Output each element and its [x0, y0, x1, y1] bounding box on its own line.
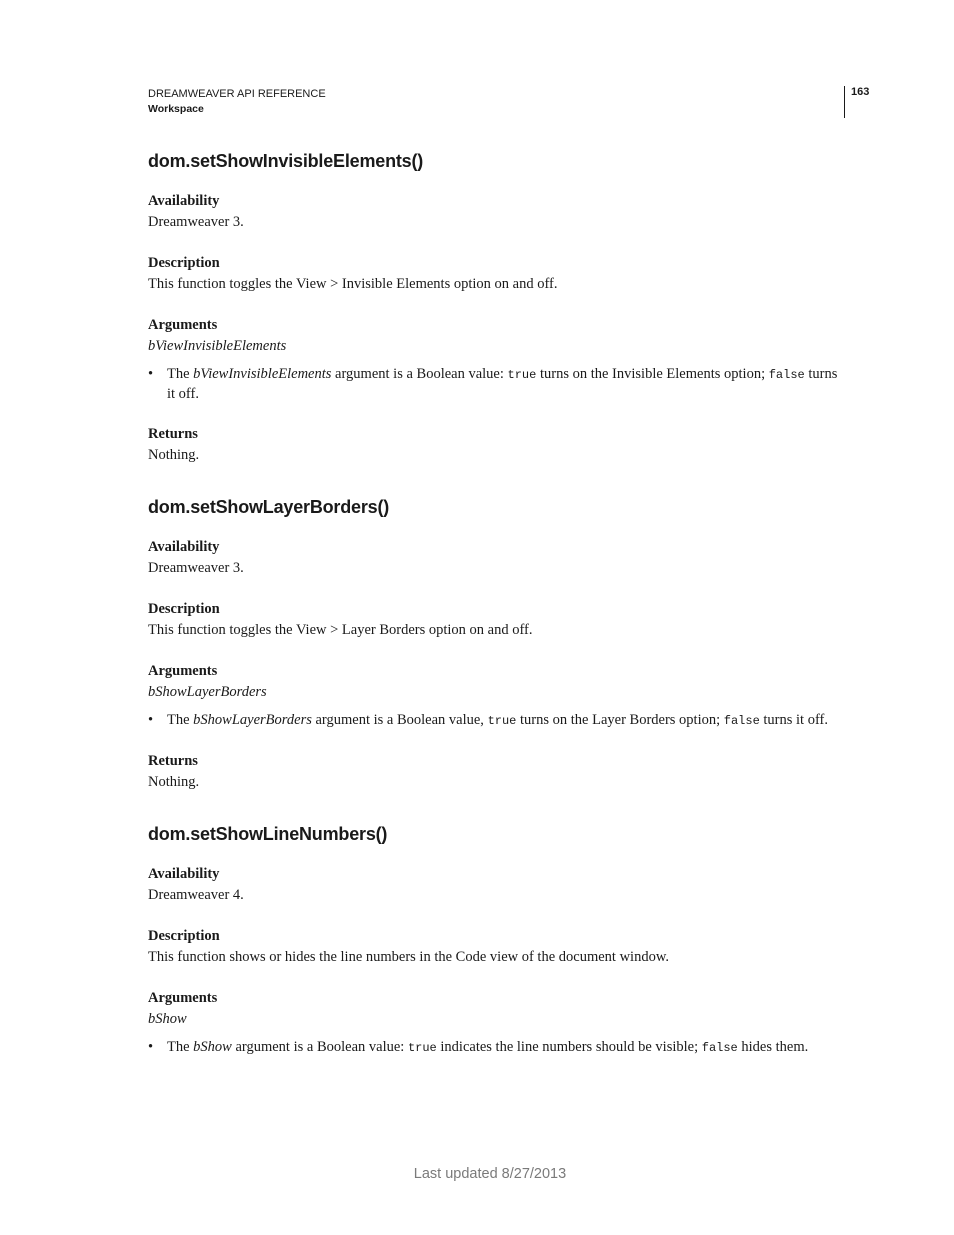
arguments-heading: Arguments [148, 990, 218, 1006]
function-title: dom.setShowLayerBorders() [148, 497, 390, 517]
availability-heading: Availability [148, 866, 220, 882]
arguments-heading: Arguments [148, 317, 218, 333]
description-heading: Description [148, 928, 220, 944]
returns-heading: Returns [148, 753, 198, 769]
list-item: • The bShow argument is a Boolean value: true indicates the line numbers should be visible; false hides them. [148, 1039, 809, 1055]
argument-list [148, 711, 840, 731]
function-section [148, 496, 840, 793]
returns-text: Nothing. [148, 447, 200, 463]
code-false: false [723, 714, 760, 728]
argument-reference: bShow [193, 1039, 232, 1055]
argument-name: bViewInvisibleElements [148, 338, 287, 354]
availability-text: Dreamweaver 3. [148, 214, 244, 230]
list-item: • The bViewInvisibleElements argument is a Boolean value: true turns on the Invisible Elements option; false turns it off. [148, 366, 838, 402]
availability-text: Dreamweaver 3. [148, 560, 244, 576]
description-text: This function toggles the View > Invisible Elements option on and off. [148, 276, 558, 292]
arguments-heading: Arguments [148, 663, 218, 679]
running-header [148, 87, 326, 117]
argument-name: bShowLayerBorders [148, 684, 267, 700]
availability-heading: Availability [148, 193, 220, 209]
code-false: false [768, 368, 805, 382]
availability-heading: Availability [148, 539, 220, 555]
page-number: 163 [851, 86, 870, 98]
list-item: • The bShowLayerBorders argument is a Boolean value, true turns on the Layer Borders option; false turns it off. [148, 712, 828, 728]
function-section [148, 150, 840, 466]
function-title: dom.setShowLineNumbers() [148, 824, 388, 844]
returns-heading: Returns [148, 426, 198, 442]
returns-text: Nothing. [148, 774, 200, 790]
availability-text: Dreamweaver 4. [148, 887, 244, 903]
last-updated-footer: Last updated 8/27/2013 [413, 1166, 567, 1182]
code-true: true [507, 368, 537, 382]
doc-title: DREAMWEAVER API REFERENCE [148, 88, 326, 100]
bullet-glyph: • [148, 712, 154, 728]
argument-reference: bShowLayerBorders [193, 712, 312, 728]
function-title: dom.setShowInvisibleElements() [148, 151, 424, 171]
bullet-glyph: • [148, 366, 154, 382]
description-text: This function toggles the View > Layer Borders option on and off. [148, 622, 533, 638]
section-name: Workspace [148, 103, 204, 115]
description-heading: Description [148, 255, 220, 271]
code-false: false [701, 1041, 738, 1055]
code-true: true [407, 1041, 437, 1055]
description-heading: Description [148, 601, 220, 617]
code-true: true [487, 714, 517, 728]
argument-list [148, 1038, 840, 1058]
header-divider [844, 86, 845, 118]
description-text: This function shows or hides the line numbers in the Code view of the document window. [148, 949, 669, 965]
argument-reference: bViewInvisibleElements [193, 366, 332, 382]
function-section [148, 823, 840, 1058]
bullet-glyph: • [148, 1039, 154, 1055]
page-content [148, 150, 840, 1078]
argument-list [148, 365, 840, 404]
argument-name: bShow [148, 1011, 187, 1027]
